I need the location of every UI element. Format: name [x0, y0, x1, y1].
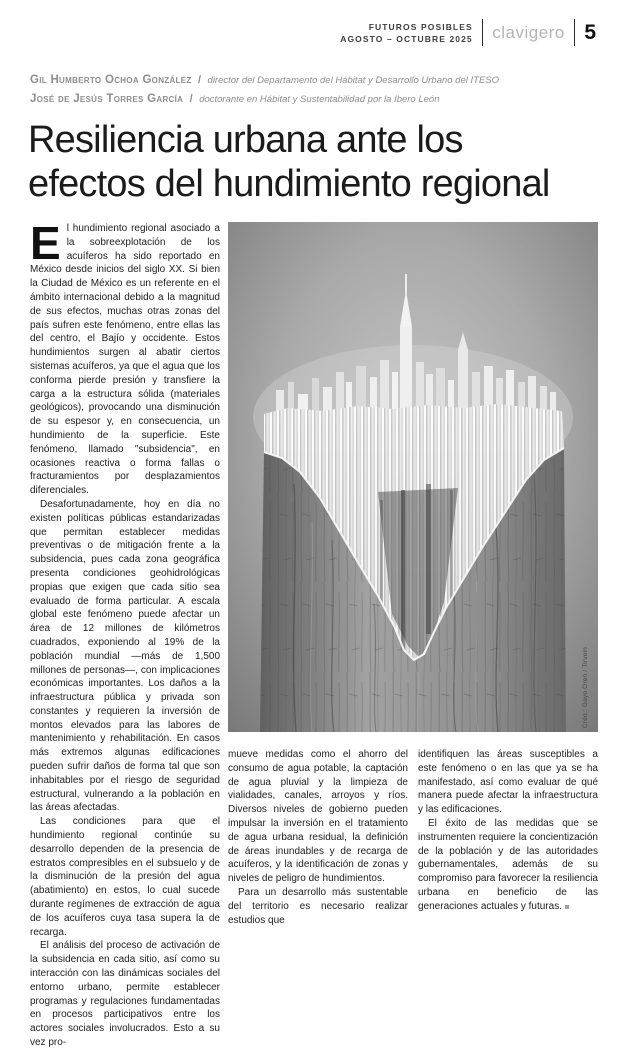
paragraph: Desafortunadamente, hoy en día no existen políticas públicas estandarizadas que permitan establecer medidas preventivas o de mitigación frente a la subsidencia, pues cada zona geográfica presenta condiciones geohidrológicas propias que exigen que cada sitio sea evaluado de forma particular. A escala global este fenómeno puede afectar un área de 12 millones de kilómetros cuadrados, exponiendo al 19% de la población mundial —más de 1,500 millones de personas—, con implicaciones económicas importantes. Los daños a la infraestructura pública y privada son constantes y requieren la inversión de montos elevados para las labores de mantenimiento y rehabilitación. En casos más extremos algunas edificaciones pueden sufrir daños de forma tal que son inhabitables por el riesgo de seguridad estructural, vulnerando a la población en las áreas afectadas. — [30, 498, 220, 814]
stump-city-illustration — [228, 222, 598, 732]
article-title — [28, 118, 600, 206]
paragraph: identifiquen las áreas susceptibles a este fenómeno o en las que ya se ha manifestado, así como evaluar de qué manera puede afectar la infraestructura y las edificaciones. — [418, 749, 598, 816]
byline-block — [30, 72, 499, 110]
article-bottom-columns — [228, 748, 598, 927]
paragraph-text: El éxito de las medidas que se instrumenten requiere la concientización de la población y de las autoridades gubernamentales, además de su compromiso para favorecer la resiliencia urbana en beneficio de las generaciones actuales y futuras. — [418, 817, 598, 912]
author-name: José de Jesús Torres García — [30, 93, 184, 105]
paragraph: El análisis del proceso de activación de la subsidencia en cada sitio, así como su interacción con las dinámicas sociales del entorno urbano, permite establecer programas y regulaciones fundamentadas en procesos participativos entre los actores sociales involucrados. Esto a su vez pro- — [30, 940, 220, 1049]
article-photo — [228, 222, 598, 732]
author-role: director del Departamento del Hábitat y Desarrollo Urbano del ITESO — [207, 75, 500, 86]
header-divider — [482, 19, 484, 46]
author-name: Gil Humberto Ochoa González — [30, 74, 192, 86]
header-divider — [574, 19, 576, 46]
photo-credit: Créd.: Gayo Oren / Tirvein — [582, 646, 589, 728]
paragraph — [30, 217, 220, 498]
paragraph — [418, 817, 598, 914]
magazine-logo: clavigero — [492, 23, 565, 42]
article-column-1 — [30, 217, 220, 1049]
kicker-section: FUTUROS POSIBLES — [368, 21, 473, 32]
end-of-article-marker — [565, 905, 569, 909]
article-column-2 — [228, 748, 408, 927]
page-number: 5 — [584, 21, 596, 44]
byline-separator: / — [198, 74, 202, 86]
author-role: doctorante en Hábitat y Sustentabilidad por la Ibero León — [199, 94, 440, 105]
paragraph-text: l hundimiento regional asociado a la sobreexplotación de los acuíferos ha sido reportado en México desde inicios del siglo XX. Si bien la Ciudad de México es un referente en el ámbito internacional debido a la magnitud de sus efectos, muchas otras zonas del país sufren este fenómeno, entre ellas las del centro, el Bajío y occidente. Estos hundimientos surgen al abatir ciertos sistemas acuíferos, ya que el agua que los conforma pierde presión y transfiere la carga a la estructura sólida (materiales geológicos), provocando una disminución de su espesor y, en consecuencia, un hundimiento de la superficie. Este fenómeno, llamado "subsidencia", en ocasiones reactiva o forma fallas o fracturamientos por desplazamientos diferenciales. — [30, 223, 220, 497]
title-line-2: efectos del hundimiento regional — [28, 163, 550, 205]
article-column-3 — [418, 748, 598, 927]
paragraph: Para un desarrollo más sustentable del territorio es necesario realizar estudios que — [228, 886, 408, 926]
drop-cap: E — [30, 217, 61, 269]
paragraph: mueve medidas como el ahorro del consumo de agua potable, la captación de agua pluvial y la limpieza de vialidades, canales, arroyos y ríos. Diversos niveles de gobierno pueden impulsar la inversión en el tratamiento de agua urbana residual, la definición de áreas inundables y de recarga de acuíferos, y la identificación de zonas y niveles de peligro de hundimientos. — [228, 749, 408, 885]
byline-author-2 — [30, 91, 499, 107]
title-line-1: Resiliencia urbana ante los — [28, 119, 463, 161]
kicker-dates: AGOSTO – OCTUBRE 2025 — [340, 33, 473, 44]
paragraph: Las condiciones para que el hundimiento regional continúe su desarrollo dependen de la presencia de estratos compresibles en el subsuelo y de la disminución de la presión del agua (abatimiento) en estos, lo cual sucede durante regímenes de extracción de agua de los acuíferos cuya tasa supera la de recarga. — [30, 816, 220, 938]
byline-separator: / — [189, 93, 193, 105]
page-header — [340, 19, 596, 46]
issue-kicker — [340, 21, 473, 45]
byline-author-1 — [30, 72, 499, 88]
